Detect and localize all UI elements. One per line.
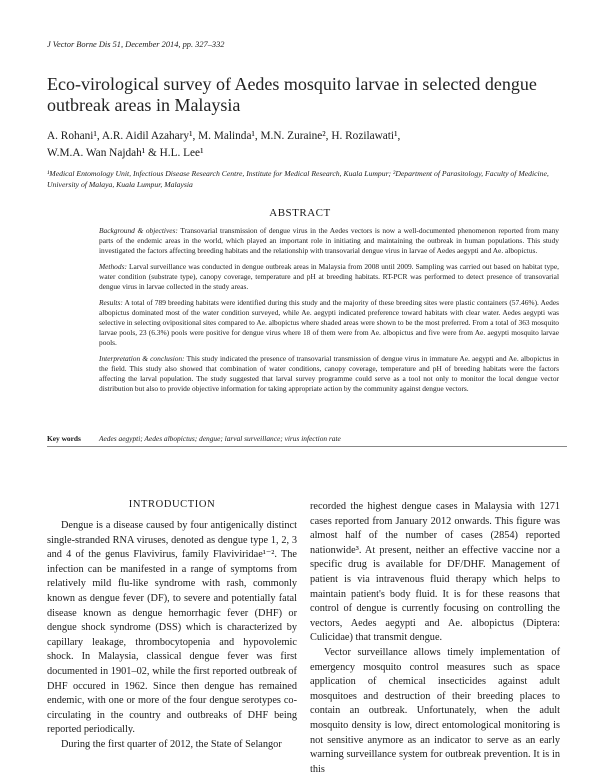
- article-title: Eco-virological survey of Aedes mosquito larvae in selected dengue outbreak areas in Malaysia: [47, 74, 537, 115]
- left-paragraph-2: During the first quarter of 2012, the State of Selangor: [61, 738, 282, 750]
- abstract-interpretation: [99, 354, 559, 394]
- affiliations: ¹Medical Entomology Unit, Infectious Disease Research Centre, Institute for Medical Research, Kuala Lumpur; ²Department of Parasitology, Faculty of Medicine, University of Malaya, Kuala Lumpur, Malaysia: [47, 169, 549, 189]
- authors-line-1: A. Rohani¹, A.R. Aidil Azahary¹, M. Malinda¹, M.N. Zuraine², H. Rozilawati¹,: [47, 130, 401, 142]
- right-paragraph-1: recorded the highest dengue cases in Malaysia with 1271 cases reported from January 2012 onwards. This figure was almost half of the number of cases (2854) reported nationwide³. At present, neither an effective vaccine nor a specific drug is available for DF/DHF. Management of patient is via intravenous fluid therapy which helps to maintain patient's body fluid. It is for these reasons that control of dengue is currently focusing on controlling the vectors, Aedes aegypti and Ae. albopictus (Diptera: Culicidae) that transmit dengue.: [310, 501, 560, 644]
- right-paragraph-2: Vector surveillance allows timely implementation of emergency mosquito control measures such as space application of chemical insecticides against adult mosquitoes and destruction of their breeding places to contain an outbreak. Unfortunately, when the adult mosquito density is low, direct entomological monitoring is not sensitive anymore as an indicator to serve as an early warning surveillance system for outbreak prevention. It is in this: [310, 646, 560, 775]
- interpretation-text: This study indicated the presence of transovarial transmission of dengue virus in immature Ae. aegypti and Ae. albopictus in the field. This study also showed that combination of water conditions, canopy coverage, temperature and pH of breeding habitats were the factors affecting the larval population. The study suggested that larval survey programme could serve as a tool not only to monitor the local dengue vector distribution but also to provide objective information for taking appropriate action by the community against dengue vectors.: [99, 354, 560, 393]
- abstract-heading: ABSTRACT: [269, 207, 331, 219]
- section-divider: [47, 446, 567, 447]
- results-text: A total of 789 breeding habitats were identified during this study and the majority of these breeding sites were plastic containers (57.46%). Aedes albopictus dominated most of the water condition surveyed, while Ae. aegypti indicated preference toward habitats with clear water. Aedes aegypti was selective in selecting ovipositional sites compared to Ae. albopictus where shaded areas were shown to be the most preferred. From a total of 363 mosquito larvae pools, 23 (6.3%) pools were positive for dengue virus where 18 of them were from Ae. albopictus and five were from Ae. aegypti mosquito larvae pools.: [99, 298, 559, 347]
- abstract-methods: [99, 262, 559, 292]
- background-text: Transovarial transmission of dengue virus in the Aedes vectors is now a well-documented phenomenon reported from many parts of the endemic areas in the world, which played an important role in initiating and maintaining the outbreak in human populations. This study investigated the factors affecting breeding habitats and the relationship with transovarial dengue virus in larvae of Aedes aegypti and Ae. albopictus.: [99, 226, 560, 255]
- keywords-label: Key words: [47, 434, 81, 443]
- abstract-background: [99, 226, 559, 256]
- author-list: [47, 128, 567, 162]
- methods-text: Larval surveillance was conducted in dengue outbreak areas in Malaysia from 2008 until 2009. Sampling was carried out based on habitat type, water condition (substrate type), canopy coverage, temperature and pH at breeding habitats. RT-PCR was performed to detect presence of transovarial dengue virus in larvae collected in the study areas.: [99, 262, 559, 291]
- left-paragraph-1: Dengue is a disease caused by four antigenically distinct single-stranded RNA viruses, denoted as dengue type 1, 2, 3 and 4 of the genus Flavivirus, family Flaviviridae¹⁻². The infection can be manifested in a range of symptoms from relatively mild flu-like syndrome with rash, commonly known as dengue fever (DF), to severe and potentially fatal disease known as dengue hemorrhagic fever (DHF) or dengue shock syndrome (DSS) which is characterized by capillary leakage, thrombocytopenia and hypovolemic shock. In Malaysia, classical dengue fever was first documented in 1901–02, while the first reported outbreak of DHF occured in 1962. Since then dengue has remained endemic, with one or more of the four dengue serotypes co-circulating in the country and outbreaks of DHF being reported periodically.: [47, 520, 297, 736]
- authors-line-2: W.M.A. Wan Najdah¹ & H.L. Lee¹: [47, 147, 204, 159]
- right-column: [310, 500, 560, 777]
- methods-label: Methods:: [99, 262, 127, 271]
- abstract-results: [99, 298, 559, 348]
- introduction-heading: INTRODUCTION: [128, 499, 216, 510]
- background-label: Background & objectives:: [99, 226, 178, 235]
- keywords-row: [47, 434, 567, 443]
- interpretation-label: Interpretation & conclusion:: [99, 354, 185, 363]
- results-label: Results:: [99, 298, 123, 307]
- keywords-text: Aedes aegypti; Aedes albopictus; dengue; larval surveillance; virus infection rate: [99, 434, 341, 443]
- journal-citation: J Vector Borne Dis 51, December 2014, pp. 327–332: [47, 40, 225, 49]
- abstract-body: [99, 226, 559, 400]
- left-column: [47, 519, 297, 753]
